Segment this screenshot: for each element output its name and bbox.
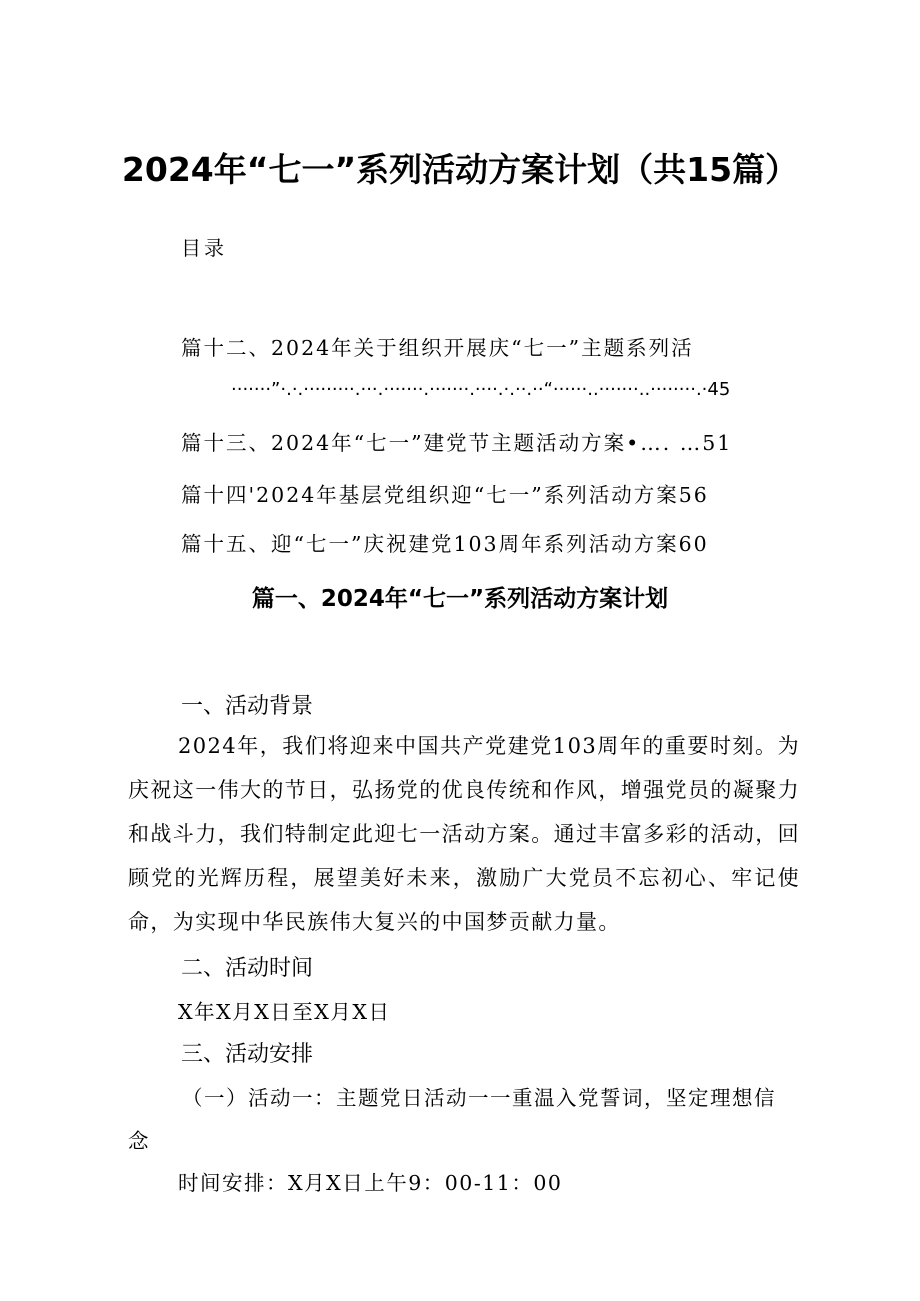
- document-title: 2024年“七一”系列活动方案计划（共15篇）: [121, 150, 799, 189]
- toc-entry[interactable]: 篇十二、2024年关于组织开展庆“七一”主题系列活: [181, 336, 694, 360]
- toc-entry[interactable]: 篇十五、迎“七一”庆祝建党103周年系列活动方案60: [181, 532, 709, 556]
- toc-heading: 目录: [181, 236, 227, 260]
- toc-entry[interactable]: 篇十四'2024年基层党组织迎“七一”系列活动方案56: [181, 483, 709, 507]
- activity-time-text: X年X月X日至X月X日: [178, 1000, 391, 1024]
- schedule-text: 时间安排：X月X日上午9：00-11：00: [178, 1171, 563, 1195]
- section-heading-time: 二、活动时间: [181, 956, 314, 981]
- toc-entry-continuation: ·······”·.·.·········.···.·······.·······.····.·.··.··“······..·······..········.·45: [231, 379, 731, 400]
- activity-one-line: （一）活动一：主题党日活动一一重温入党誓词，坚定理想信: [182, 1086, 776, 1110]
- part-title: 篇一、2024年“七一”系列活动方案计划: [251, 586, 669, 612]
- section-heading-background: 一、活动背景: [181, 694, 314, 719]
- activity-one-line-continued: 念: [128, 1129, 150, 1153]
- toc-entry[interactable]: 篇十三、2024年“七一”建党节主题活动方案•…. …51: [181, 431, 733, 455]
- background-paragraph: 2024年，我们将迎来中国共产党建党103周年的重要时刻。为庆祝这一伟大的节日，弘扬党的优良传统和作风，增强党员的凝聚力和战斗力，我们特制定此迎七一活动方案。通过丰富多彩的活动，回顾党的光辉历程，展望美好未来，激励广大党员不忘初心、牢记使命，为实现中华民族伟大复兴的中国梦贡献力量。: [128, 734, 800, 934]
- section-heading-arrangement: 三、活动安排: [181, 1042, 314, 1067]
